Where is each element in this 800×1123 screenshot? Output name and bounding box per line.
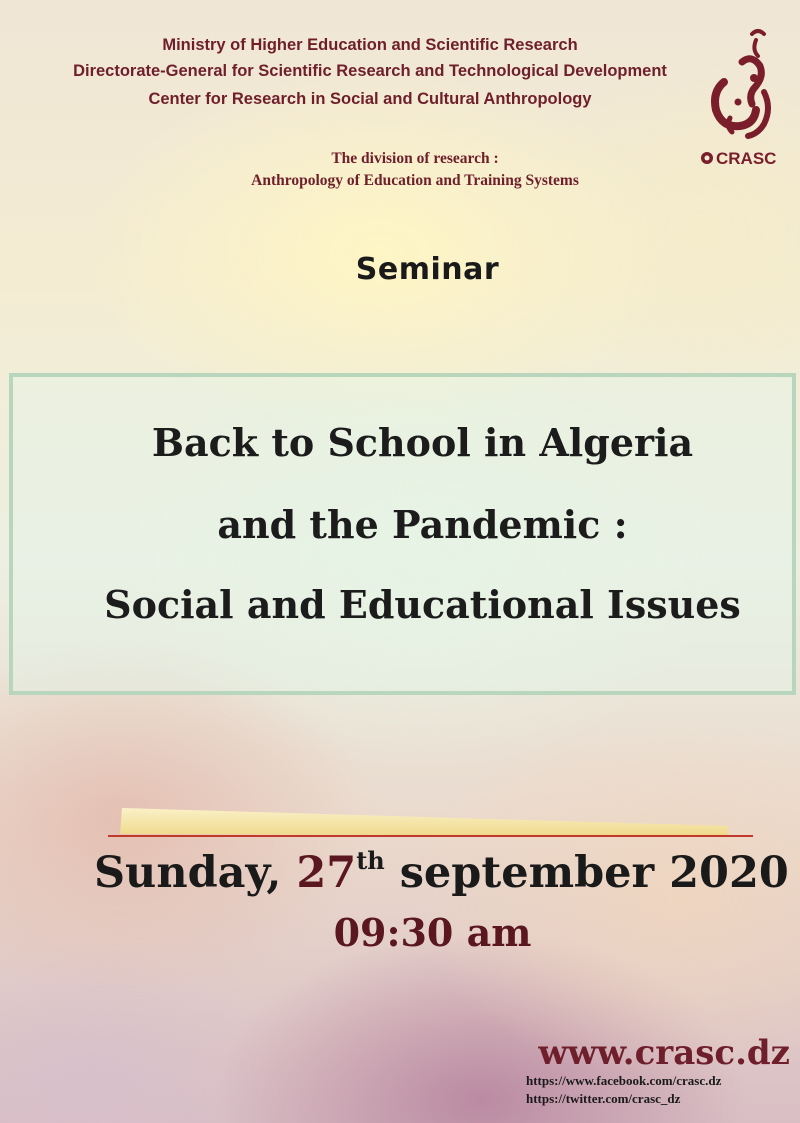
title-line-1: Back to School in Algeria	[151, 420, 694, 465]
event-time: 09:30 am	[333, 910, 532, 955]
twitter-link[interactable]: https://twitter.com/crasc_dz	[526, 1091, 681, 1106]
banner-ribbon	[120, 808, 728, 836]
website-link[interactable]: www.crasc.dz	[538, 1033, 790, 1073]
date-suffix: th	[356, 846, 385, 875]
center-name: Center for Research in Social and Cultural Anthropology	[148, 90, 592, 108]
crasc-logo-text: CRASC	[716, 149, 777, 168]
date-day: 27	[296, 848, 357, 898]
facebook-link[interactable]: https://www.facebook.com/crasc.dz	[526, 1073, 722, 1088]
event-date	[94, 846, 789, 898]
title-line-2: and the Pandemic :	[217, 502, 628, 547]
division-name: Anthropology of Education and Training Systems	[251, 172, 579, 189]
ministry-name: Ministry of Higher Education and Scientific Research	[162, 36, 578, 54]
crasc-logo-icon	[694, 22, 786, 172]
title-line-3: Social and Educational Issues	[104, 582, 741, 627]
date-month-year: september 2020	[399, 848, 789, 898]
date-weekday: Sunday,	[94, 848, 282, 898]
event-type: Seminar	[355, 252, 500, 287]
date-banner	[108, 806, 753, 842]
directorate-name: Directorate-General for Scientific Research and Technological Development	[73, 62, 667, 80]
division-label: The division of research :	[331, 150, 499, 167]
